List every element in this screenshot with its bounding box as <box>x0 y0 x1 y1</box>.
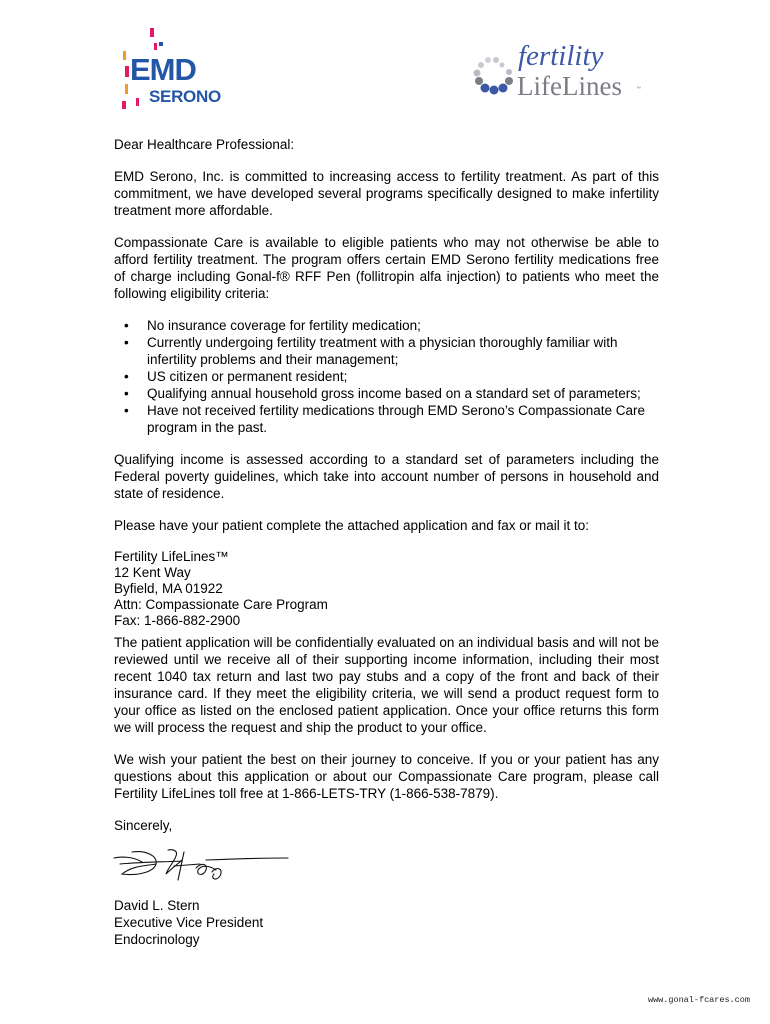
paragraph-instructions: Please have your patient complete the attached application and fax or mail it to: <box>114 518 590 533</box>
paragraph-closing: We wish your patient the best on their journey to conceive. If you or your patient has any questions about this application or about our Compassionate Care program, please call Fertility LifeLines toll free at 1-866-LETS-TRY (1-866-538-7879). <box>114 752 659 801</box>
emd-serono-logo <box>118 28 238 112</box>
address-line: Byfield, MA 01922 <box>114 581 223 596</box>
criteria-item: • Qualifying annual household gross income based on a standard set of parameters; <box>114 385 659 402</box>
paragraph-commitment: EMD Serono, Inc. is committed to increasing access to fertility treatment. As part of this commitment, we have developed several programs specifically designed to make infertility treatment more affordable. <box>114 169 659 218</box>
criteria-item: • US citizen or permanent resident; <box>114 368 659 385</box>
signer-title: Executive Vice President <box>114 915 264 930</box>
footer-url: www.gonal-fcares.com <box>647 995 750 1005</box>
address-line: 12 Kent Way <box>114 565 191 580</box>
emd-logo-text: EMD <box>130 52 196 87</box>
lifelines-text: LifeLines <box>517 71 622 101</box>
handwritten-signature <box>112 844 290 890</box>
criteria-item: • Currently undergoing fertility treatment with a physician thoroughly familiar with infertility problems and their management; <box>114 334 659 368</box>
serono-logo-text: SERONO <box>149 87 221 106</box>
paragraph-evaluation: The patient application will be confidentially evaluated on an individual basis and will not be reviewed until we receive all of their supporting income information, including their most recent 1040 tax return and last two pay stubs and a copy of the front and back of their insurance card. If they meet the eligibility criteria, we will send a product request form to your office as listed on the enclosed patient application. Once your office returns this form we will process the request and ship the product to your office. <box>114 635 659 735</box>
eligibility-criteria-list <box>114 317 659 436</box>
letter-body <box>114 136 659 948</box>
signer-name: David L. Stern <box>114 898 200 913</box>
mailing-address <box>114 549 659 629</box>
address-line: Fertility LifeLines™ <box>114 549 229 564</box>
address-line: Attn: Compassionate Care Program <box>114 597 328 612</box>
salutation: Dear Healthcare Professional: <box>114 137 295 152</box>
criteria-item: • Have not received fertility medications through EMD Serono’s Compassionate Care program in the past. <box>114 402 659 436</box>
fertility-script-text: fertility <box>518 40 604 72</box>
signer-block <box>114 897 659 948</box>
lifelines-tm: ™ <box>636 86 641 92</box>
signer-department: Endocrinology <box>114 932 200 947</box>
paragraph-compassionate-care: Compassionate Care is available to eligible patients who may not otherwise be able to afford fertility treatment. The program offers certain EMD Serono fertility medications free of charge including Gonal-f® RFF Pen (follitropin alfa injection) to patients who meet the following eligibility criteria: <box>114 235 659 301</box>
closing-salutation: Sincerely, <box>114 818 173 833</box>
paragraph-qualifying-income: Qualifying income is assessed according to a standard set of parameters including the Federal poverty guidelines, which take into account number of persons in household and state of residence. <box>114 452 659 501</box>
address-fax: Fax: 1-866-882-2900 <box>114 613 241 628</box>
criteria-item: • No insurance coverage for fertility medication; <box>114 317 659 334</box>
